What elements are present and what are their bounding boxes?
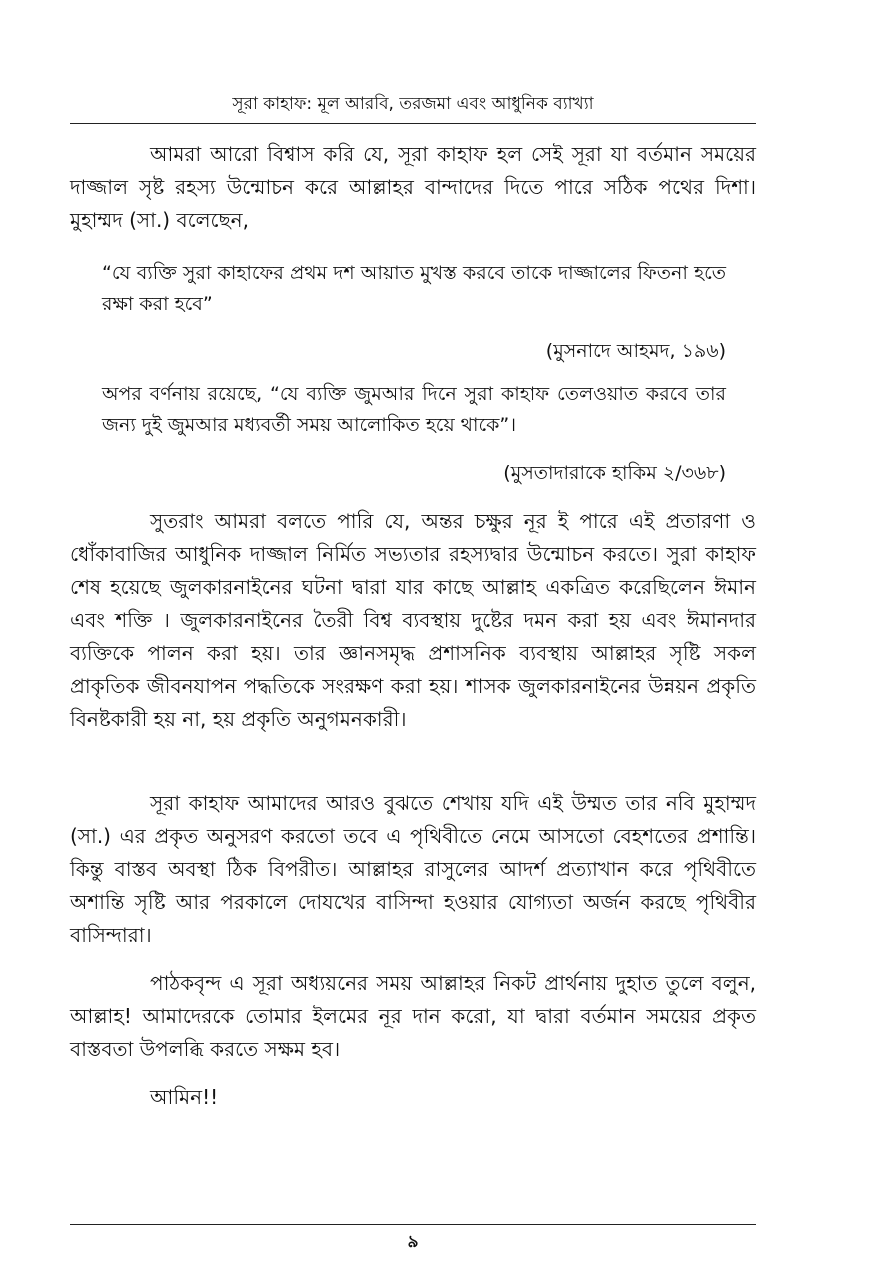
hadith-quote-1: “যে ব্যক্তি সুরা কাহাফের প্রথম দশ আয়াত মুখস্ত করবে তাকে দাজ্জালের ফিতনা হতে রক্ষা করা হবে” xyxy=(102,262,726,315)
paragraph-ummah: সূরা কাহাফ আমাদের আরও বুঝতে শেখায় যদি এই উম্মত তার নবি মুহাম্মদ (সা.) এর প্রকৃত অনুসরণ করতো তবে এ পৃথিবীতে নেমে আসতো বেহশতের প্রশান্তি। কিন্তু বাস্তব অবস্থা ঠিক বিপরীত। আল্লাহর রাসুলের আদর্শ প্রত্যাখান করে পৃথিবীতে অশান্তি সৃষ্টি আর পরকালে দোযখের বাসিন্দা হওয়ার যোগ্যতা অর্জন করছে পৃথিবীর বাসিন্দারা। xyxy=(70,791,756,947)
paragraph-dhulqarnayn: সুতরাং আমরা বলতে পারি যে, অন্তর চক্ষুর নূর ই পারে এই প্রতারণা ও ধোঁকাবাজির আধুনিক দাজ্জাল নির্মিত সভ্যতার রহস্যদ্বার উন্মোচন করতে। সুরা কাহাফ শেষ হয়েছে জুলকারনাইনের ঘটনা দ্বারা যার কাছে আল্লাহ একত্রিত করেছিলেন ঈমান এবং শক্তি । জুলকারনাইনের তৈরী বিশ্ব ব্যবস্থায় দুষ্টের দমন করা হয় এবং ঈমানদার ব্যক্তিকে পালন করা হয়। তার জ্ঞানসমৃদ্ধ প্রশাসনিক ব্যবস্থায় আল্লাহর সৃষ্টি সকল প্রাকৃতিক জীবনযাপন পদ্ধতিকে সংরক্ষণ করা হয়। শাসক জুলকারনাইনের উন্নয়ন প্রকৃতি বিনষ্টকারী হয় না, হয় প্রকৃতি অনুগমনকারী। xyxy=(70,509,756,731)
closing-ameen: আমিন!! xyxy=(150,1085,219,1109)
paragraph-prayer: পাঠকবৃন্দ এ সূরা অধ্যয়নের সময় আল্লাহর নিকট প্রার্থনায় দুহাত তুলে বলুন, আল্লাহ! আমাদেরকে তোমার ইলমের নূর দান করো, যা দ্বারা বর্তমান সময়ের প্রকৃত বাস্তবতা উপলব্ধি করতে সক্ষম হব। xyxy=(70,971,756,1061)
header-rule xyxy=(70,123,756,124)
running-header: সূরা কাহাফ: মূল আরবি, তরজমা এবং আধুনিক ব্যাখ্যা xyxy=(232,94,594,114)
hadith-citation-2: (মুসতাদারাকে হাকিম ২/৩৬৮) xyxy=(503,462,726,484)
hadith-citation-1: (মুসনাদে আহমদ, ১৯৬) xyxy=(545,340,726,362)
paragraph-intro: আমরা আরো বিশ্বাস করি যে, সূরা কাহাফ হল সেই সূরা যা বর্তমান সময়ের দাজ্জাল সৃষ্ট রহস্য উন্মোচন করে আল্লাহর বান্দাদের দিতে পারে সঠিক পথের দিশা। মুহাম্মদ (সা.) বলেছেন, xyxy=(70,142,756,232)
footer-rule xyxy=(70,1224,756,1225)
hadith-quote-2: অপর বর্ণনায় রয়েছে, “যে ব্যক্তি জুমআর দিনে সুরা কাহাফ তেলওয়াত করবে তার জন্য দুই জুমআর মধ্যবর্তী সময় আলোকিত হয়ে থাকে”। xyxy=(102,383,726,436)
page-number: ৯ xyxy=(407,1232,419,1252)
